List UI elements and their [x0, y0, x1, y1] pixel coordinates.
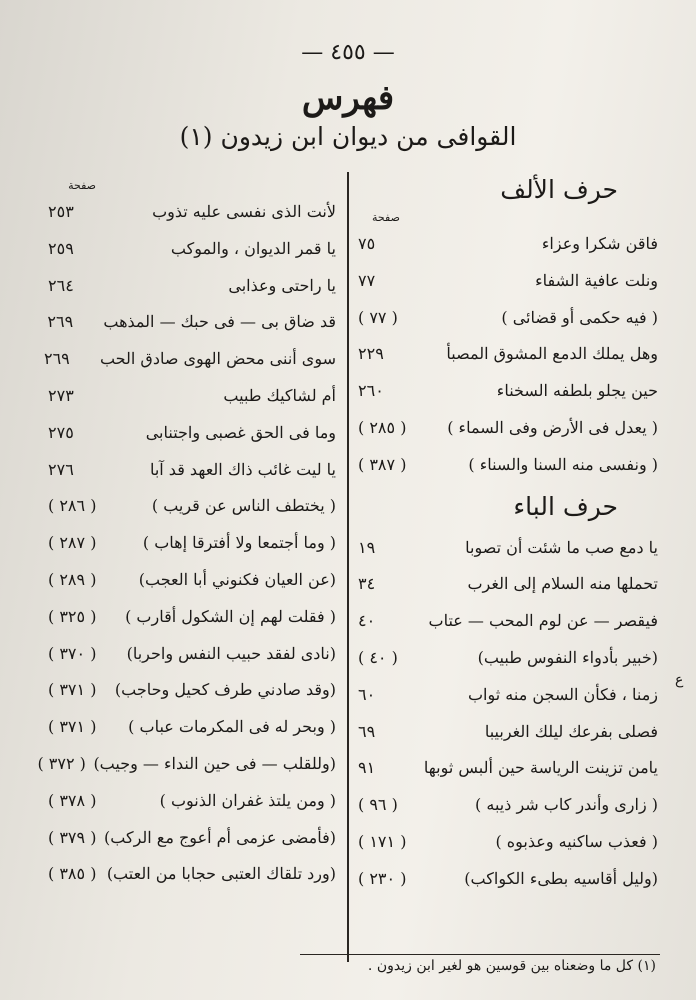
- section-heading-ba: حرف الباء: [513, 491, 618, 521]
- page-reference: ( ٣٨٧ ): [358, 454, 407, 474]
- verse-text: يا راحتى وعذابى: [228, 275, 336, 295]
- page-reference: ١٩: [358, 537, 376, 557]
- page-reference: ( ٣٧٠ ): [48, 643, 97, 663]
- verse-text: لأنت الذى نفسى عليه تذوب: [152, 202, 336, 221]
- index-entry: [48, 562, 336, 599]
- page-reference: ( ٣٢٥ ): [48, 606, 97, 626]
- index-entry: [48, 231, 336, 268]
- page-reference: ٩١: [358, 758, 376, 778]
- verse-text: ( يختطف الناس عن قريب ): [151, 496, 336, 516]
- index-entry: [358, 530, 658, 567]
- verse-text: ونلت عافية الشفاء: [535, 270, 658, 290]
- page-reference: ٢٢٩: [358, 344, 384, 364]
- page-title: فهرس: [301, 78, 395, 118]
- verse-text: يامن تزينت الرياسة حين ألبس ثوبها: [423, 758, 658, 778]
- index-entry: [48, 709, 336, 746]
- page-reference: ( ٢٣٠ ): [358, 868, 407, 888]
- page-reference: ( ٧٧ ): [358, 307, 398, 327]
- verse-text: زمنا ، فكأن السجن منه ثواب: [467, 684, 658, 704]
- verse-text: (خبير بأدواء النفوس طبيب): [477, 647, 658, 667]
- footnote: (١) كل ما وضعناه بين قوسين هو لغير ابن زيدون .: [367, 958, 656, 974]
- page-reference: ( ٣٧٨ ): [48, 790, 97, 810]
- right-column: [358, 170, 658, 898]
- page-reference: ( ٩٦ ): [358, 795, 398, 815]
- index-entry: [48, 856, 336, 893]
- index-entry: [48, 452, 336, 489]
- verse-text: يا ليت غائب ذاك العهد قد آبا: [149, 459, 336, 479]
- page-reference: ( ٢٨٩ ): [48, 569, 97, 589]
- index-entry: [48, 525, 336, 562]
- page-reference: ( ٣٧١ ): [48, 717, 97, 737]
- page-reference: ٦٠: [358, 684, 376, 704]
- verse-text: ( فقلت لهم إن الشكول أقارب ): [125, 606, 336, 626]
- index-entry: [48, 820, 336, 857]
- page-number: — ٤٥٥ —: [301, 40, 395, 65]
- verse-text: ( وبحر له فى المكرمات عباب ): [128, 717, 336, 737]
- page-reference: ٧٧: [358, 270, 376, 290]
- index-entry: [48, 268, 336, 305]
- page-reference: ( ٢٨٧ ): [48, 533, 97, 553]
- page-reference: ٢٥٣: [48, 202, 74, 221]
- page-reference: ( ٣٧٩ ): [48, 827, 97, 847]
- page-reference: ٢٧٥: [48, 422, 74, 442]
- verse-text: ( فعذب ساكنيه وعذبوه ): [495, 831, 658, 851]
- index-entry: [48, 488, 336, 525]
- verse-text: ( ومن يلتذ غفران الذنوب ): [159, 790, 336, 810]
- verse-text: فاقن شكرا وعزاء: [541, 234, 658, 253]
- index-entry: [358, 373, 658, 410]
- verse-text: وما فى الحق غصبى واجتنابى: [145, 422, 336, 442]
- page-reference: ( ٤٠ ): [358, 647, 398, 667]
- page-reference: ٢٦٤: [48, 275, 74, 295]
- page-reference: ٧٥: [358, 234, 376, 253]
- page-reference: ٢٦٩: [47, 312, 74, 332]
- index-entry: [48, 194, 336, 231]
- index-entry: [43, 341, 336, 378]
- column-divider: [347, 172, 349, 962]
- index-entry: [48, 304, 336, 341]
- page-reference: ٢٦٩: [43, 349, 70, 369]
- footnote-rule: [300, 954, 660, 955]
- verse-text: سوى أننى محض الهوى صادق الحب: [99, 349, 336, 369]
- verse-text: وهل يملك الدمع المشوق المصبأ: [446, 344, 658, 364]
- left-column: [37, 178, 336, 893]
- page-reference: ٢٧٦: [48, 459, 74, 479]
- page-reference: ( ١٧١ ): [358, 831, 407, 851]
- index-entry: [358, 603, 658, 640]
- index-entry: [48, 783, 336, 820]
- index-entry: [358, 750, 658, 787]
- verse-text: تحملها منه السلام إلى الغرب: [467, 574, 658, 594]
- index-entry: [358, 677, 658, 714]
- page-reference: ( ٣٧١ ): [48, 680, 97, 700]
- verse-text: (فأمضى عزمى أم أعوج مع الركب): [104, 827, 336, 847]
- verse-text: (نادى لفقد حبيب النفس واحربا): [126, 643, 336, 663]
- index-entry: [358, 336, 658, 373]
- verse-text: أم لشاكيك طبيب: [223, 385, 336, 405]
- verse-text: يا دمع صب ما شئت أن تصوبا: [465, 537, 658, 557]
- right-entries-list-2: [358, 530, 658, 898]
- verse-text: يا قمر الديوان ، والموكب: [170, 238, 336, 258]
- page-reference: ٢٥٩: [48, 238, 74, 258]
- index-entry: [358, 300, 658, 337]
- verse-text: حين يجلو بلطفه السخناء: [496, 381, 658, 401]
- left-entries-list: [37, 194, 336, 893]
- page-reference: ٦٩: [358, 721, 376, 741]
- index-entry: [358, 787, 658, 824]
- index-entry: [358, 447, 658, 484]
- page-column-label: صفحة: [68, 179, 96, 192]
- verse-text: ( زارى وأندر كاب شر ذيبه ): [475, 795, 658, 815]
- verse-text: فصلى بفرعك ليلك الغربيبا: [484, 721, 658, 741]
- page-column-label: صفحة: [372, 211, 400, 224]
- index-entry: [358, 714, 658, 751]
- index-entry: [48, 378, 336, 415]
- verse-text: ( فيه حكمى أو قضائى ): [501, 307, 658, 327]
- index-entry: [48, 599, 336, 636]
- index-entry: [37, 746, 336, 783]
- index-entry: [358, 263, 658, 300]
- index-entry: [358, 410, 658, 447]
- index-entry: [358, 566, 658, 603]
- page-reference: ٤٠: [358, 611, 376, 631]
- verse-text: فيقصر — عن لوم المحب — عتاب: [428, 611, 658, 631]
- page-reference: ( ٢٨٦ ): [48, 496, 97, 516]
- page-reference: ( ٢٨٥ ): [358, 417, 407, 437]
- verse-text: ( يعدل فى الأرض وفى السماء ): [447, 417, 658, 437]
- section-heading-alef: حرف الألف: [500, 175, 618, 204]
- index-entry: [48, 672, 336, 709]
- verse-text: ( وما أجتمعا ولا أفترقا إهاب ): [142, 533, 336, 553]
- margin-mark: ع: [675, 672, 684, 688]
- page-reference: ( ٣٨٥ ): [48, 864, 97, 884]
- verse-text: (وللقلب — فى حين النداء — وجيب): [93, 753, 336, 773]
- verse-text: قد ضاق بى — فى حبك — المذهب: [103, 312, 336, 332]
- page-reference: ٢٦٠: [358, 381, 384, 401]
- page-reference: ٢٧٣: [48, 385, 74, 405]
- verse-text: (عن العيان فكنوني أبا العجب): [138, 569, 336, 589]
- index-entry: [358, 640, 658, 677]
- index-entry: [358, 824, 658, 861]
- index-entry: [358, 226, 658, 263]
- page-reference: ( ٣٧٢ ): [37, 753, 86, 773]
- index-entry: [358, 861, 658, 898]
- index-entry: [48, 636, 336, 673]
- right-entries-list: [358, 226, 658, 484]
- index-entry: [48, 415, 336, 452]
- verse-text: (وقد صادني طرف كحيل وحاجب): [114, 680, 336, 700]
- verse-text: (ورد تلقاك العتبى حجابا من العتب): [106, 864, 336, 884]
- verse-text: (وليل أقاسيه بطىء الكواكب): [464, 868, 658, 888]
- page-reference: ٣٤: [358, 574, 376, 594]
- page-subtitle: القوافى من ديوان ابن زيدون (١): [179, 122, 517, 151]
- verse-text: ( ونفسى منه السنا والسناء ): [468, 454, 658, 474]
